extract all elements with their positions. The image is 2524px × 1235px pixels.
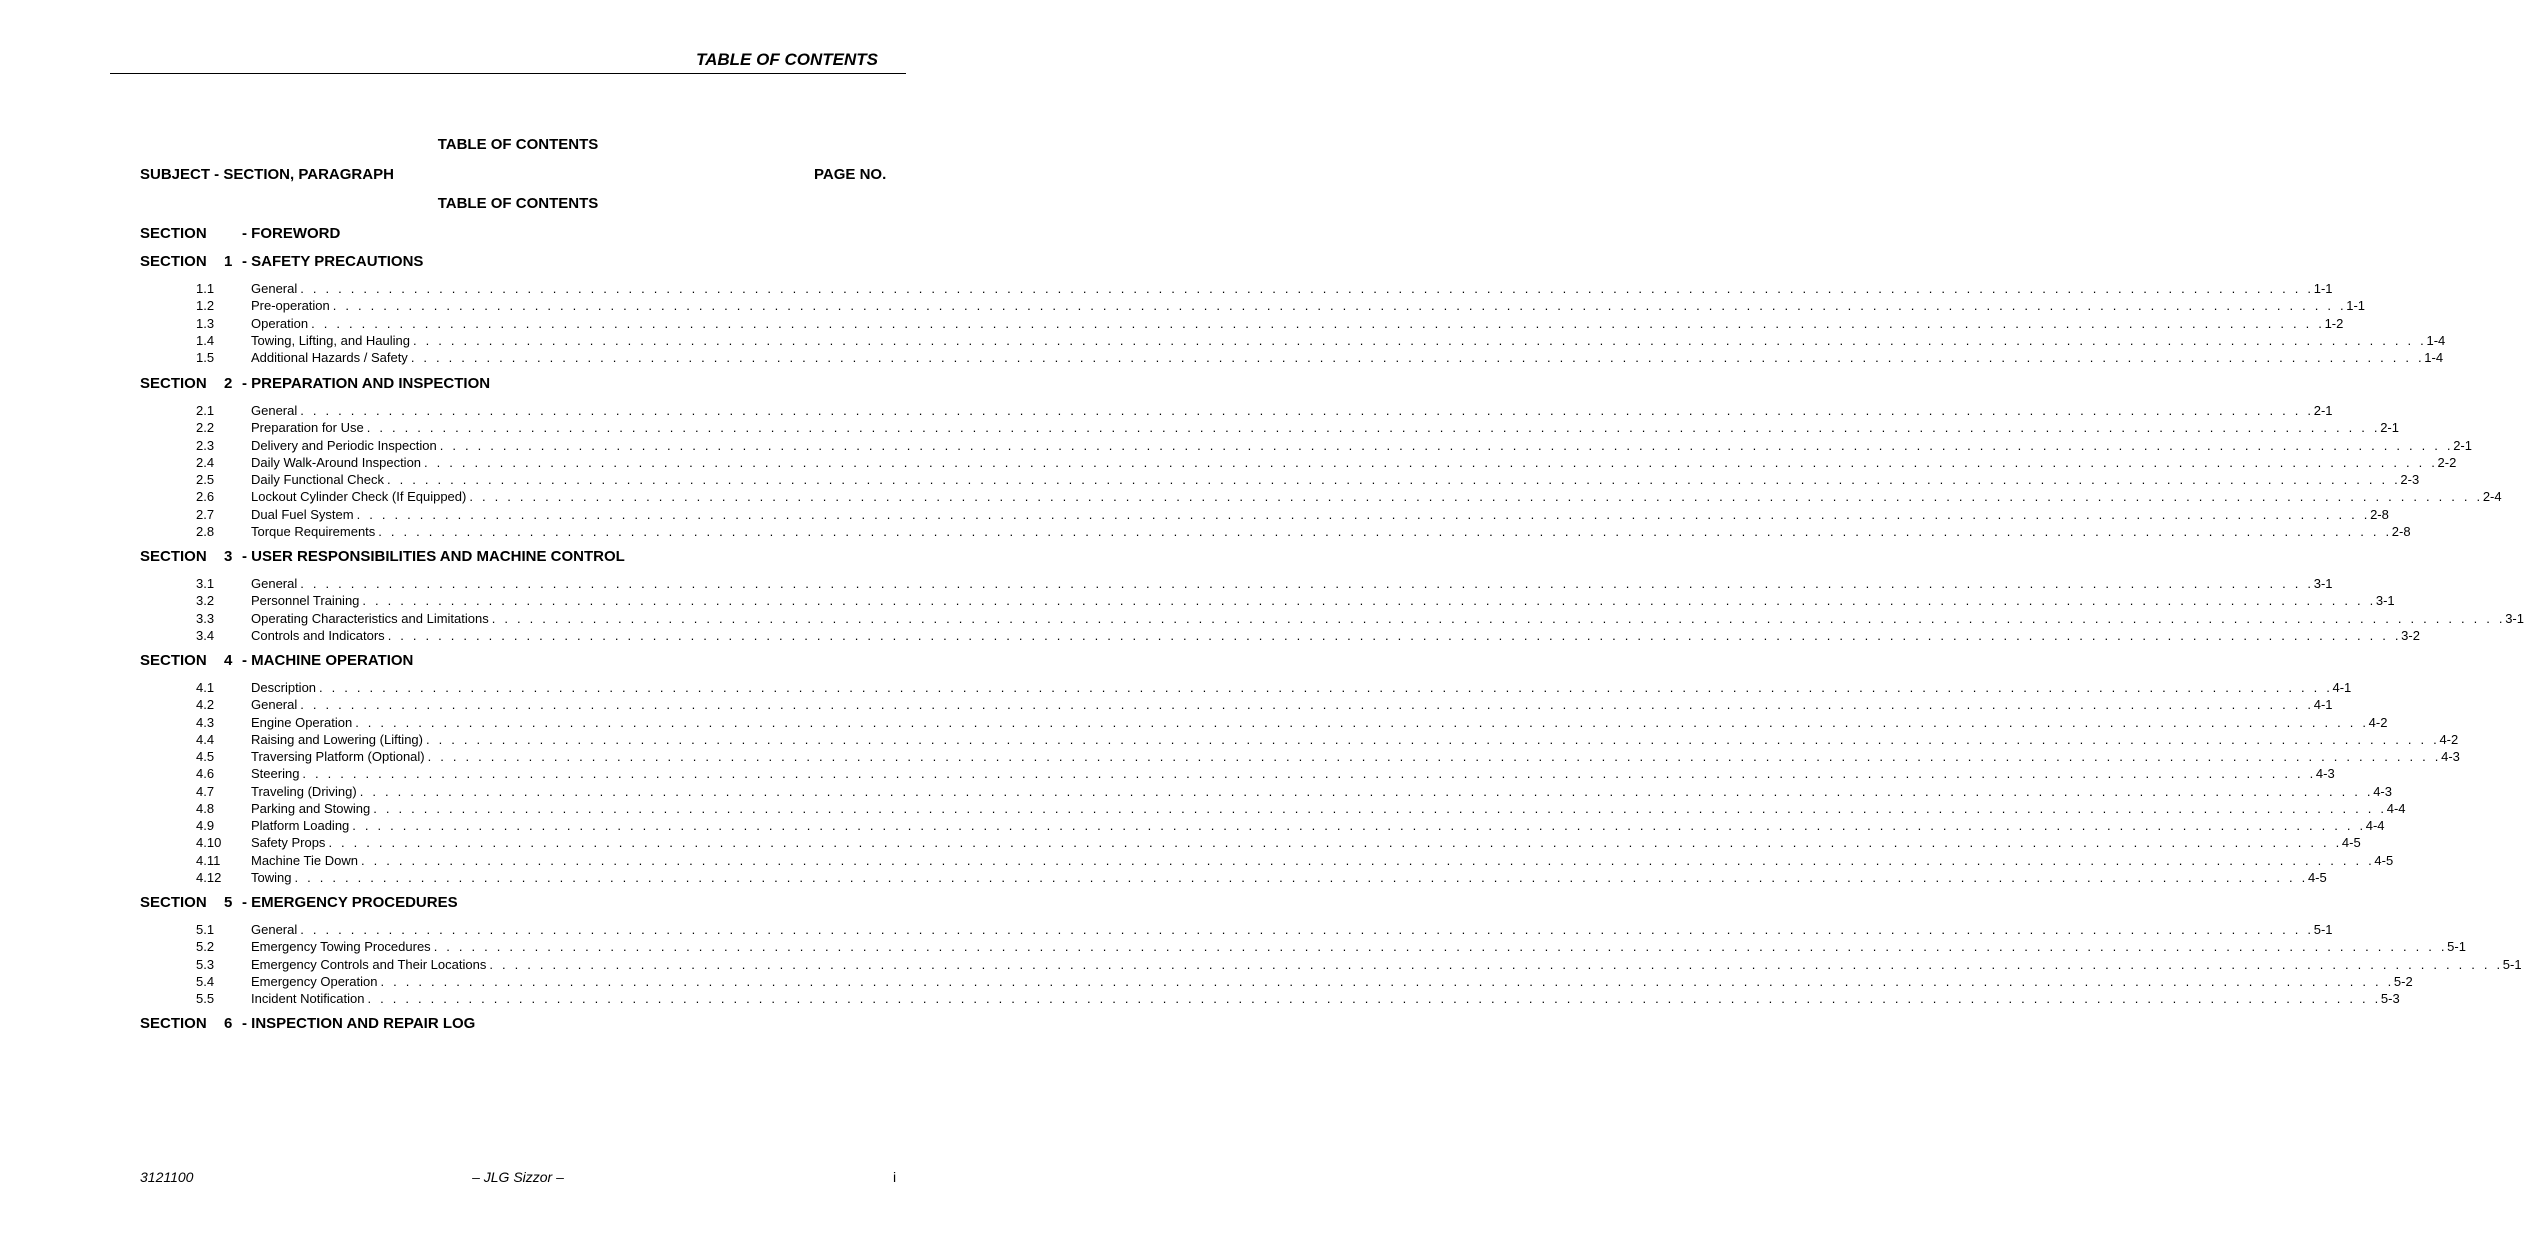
entry-number: 1.2 [196,298,215,314]
dot-leader: . . . . . . . . . . . . . . . . . . . . . . . . . . . . . . . . . . . . . . . . . . . . . . . . . . . . . . . . . . . . . . . . . . . . . . . . . . . . . . . . . . . . . . . . . . . . . . . . . . . . . . . . . . . . . . . . . . . . . . . . . . . . . . . . . . . . . . . . . . . . . . . . . . . . . . . . . . . . . . . . [491,610,2506,626]
dot-leader: . . . . . . . . . . . . . . . . . . . . . . . . . . . . . . . . . . . . . . . . . . . . . . . . . . . . . . . . . . . . . . . . . . . . . . . . . . . . . . . . . . . . . . . . . . . . . . . . . . . . . . . . . . . . . . . . . . . . . . . . . . . . . . . . . . . . . . . . . . . . . . . . . . . . . . . . . . . . . . . . [359,783,2374,799]
entry-page: 2-1 [2453,437,2472,453]
section-number: 4 [224,652,233,669]
dot-leader: . . . . . . . . . . . . . . . . . . . . . . . . . . . . . . . . . . . . . . . . . . . . . . . . . . . . . . . . . . . . . . . . . . . . . . . . . . . . . . . . . . . . . . . . . . . . . . . . . . . . . . . . . . . . . . . . . . . . . . . . . . . . . . . . . . . . . . . . . . . . . . . . . . . . . . . . . . . . . . . . [328,835,2342,851]
entry-title: Raising and Lowering (Lifting) [251,731,423,747]
entry-page: 4-2 [2368,714,2388,730]
toc-entry[interactable] [196,921,2333,938]
toc-entry[interactable] [196,471,2420,488]
entry-title: Pre-operation [251,298,330,314]
dot-leader: . . . . . . . . . . . . . . . . . . . . . . . . . . . . . . . . . . . . . . . . . . . . . . . . . . . . . . . . . . . . . . . . . . . . . . . . . . . . . . . . . . . . . . . . . . . . . . . . . . . . . . . . . . . . . . . . . . . . . . . . . . . . . . . . . . . . . . . . . . . . . . . . . . . . . . . . . . . . . . . . [352,818,2366,833]
entry-number: 4.4 [196,731,215,747]
entry-page: 4-3 [2441,749,2460,764]
toc-entry[interactable] [196,437,2472,454]
dot-leader: . . . . . . . . . . . . . . . . . . . . . . . . . . . . . . . . . . . . . . . . . . . . . . . . . . . . . . . . . . . . . . . . . . . . . . . . . . . . . . . . . . . . . . . . . . . . . . . . . . . . . . . . . . . . . . . . . . . . . . . . . . . . . . . . . . . . . . . . . . . . . . . . . . . . . . . . . . . . . . . . [300,281,2314,296]
entry-title: General [251,697,298,713]
toc-entry[interactable] [196,714,2388,731]
entry-number: 4.10 [196,835,222,851]
toc-entry[interactable] [196,748,2460,765]
section-title: - SAFETY PRECAUTIONS [242,253,424,270]
entry-page: 4-4 [2386,800,2406,816]
entry-page: 1-1 [2346,298,2366,314]
entry-page: 4-5 [2307,869,2327,885]
dot-leader: . . . . . . . . . . . . . . . . . . . . . . . . . . . . . . . . . . . . . . . . . . . . . . . . . . . . . . . . . . . . . . . . . . . . . . . . . . . . . . . . . . . . . . . . . . . . . . . . . . . . . . . . . . . . . . . . . . . . . . . . . . . . . . . . . . . . . . . . . . . . . . . . . . . . . . . . . . . . . . . . [424,454,2438,470]
entry-page: 4-3 [2315,766,2335,782]
entry-number: 2.8 [196,523,215,539]
entry-page: 1-1 [2313,281,2333,296]
entry-title: Description [251,680,317,695]
section-number: 2 [224,375,233,392]
entry-number: 2.2 [196,420,215,436]
entry-number: 4.12 [196,869,222,885]
dot-leader: . . . . . . . . . . . . . . . . . . . . . . . . . . . . . . . . . . . . . . . . . . . . . . . . . . . . . . . . . . . . . . . . . . . . . . . . . . . . . . . . . . . . . . . . . . . . . . . . . . . . . . . . . . . . . . . . . . . . . . . . . . . . . . . . . . . . . . . . . . . . . . . . . . . . . . . . . . . . . . . . [387,627,2402,643]
entry-number: 2.6 [196,489,215,505]
entry-title: Controls and Indicators [251,627,385,643]
section-heading [140,894,458,911]
toc-entry[interactable] [196,938,2466,955]
section-keyword: SECTION [140,375,207,392]
entry-number: 4.5 [196,749,215,764]
subject-column-header: SUBJECT - SECTION, PARAGRAPH [140,166,394,183]
entry-title: Personnel Training [251,593,360,609]
dot-leader: . . . . . . . . . . . . . . . . . . . . . . . . . . . . . . . . . . . . . . . . . . . . . . . . . . . . . . . . . . . . . . . . . . . . . . . . . . . . . . . . . . . . . . . . . . . . . . . . . . . . . . . . . . . . . . . . . . . . . . . . . . . . . . . . . . . . . . . . . . . . . . . . . . . . . . . . . . . . . . . . [433,939,2448,955]
dot-leader: . . . . . . . . . . . . . . . . . . . . . . . . . . . . . . . . . . . . . . . . . . . . . . . . . . . . . . . . . . . . . . . . . . . . . . . . . . . . . . . . . . . . . . . . . . . . . . . . . . . . . . . . . . . . . . . . . . . . . . . . . . . . . . . . . . . . . . . . . . . . . . . . . . . . . . . . . . . . . . . . [319,680,2333,695]
section-heading [140,548,625,565]
section-heading [140,375,490,392]
entry-title: Additional Hazards / Safety [251,350,408,365]
dot-leader: . . . . . . . . . . . . . . . . . . . . . . . . . . . . . . . . . . . . . . . . . . . . . . . . . . . . . . . . . . . . . . . . . . . . . . . . . . . . . . . . . . . . . . . . . . . . . . . . . . . . . . . . . . . . . . . . . . . . . . . . . . . . . . . . . . . . . . . . . . . . . . . . . . . . . . . . . . . . . . . . [425,731,2440,747]
entry-number: 1.5 [196,350,215,365]
entry-page: 4-1 [2313,697,2333,713]
entry-number: 5.4 [196,973,215,989]
toc-entry[interactable] [196,349,2444,366]
entry-title: Traveling (Driving) [251,783,357,799]
entry-title: Emergency Towing Procedures [251,939,431,955]
entry-number: 4.1 [196,680,215,695]
toc-entry[interactable] [196,419,2399,436]
entry-number: 5.2 [196,939,215,955]
entry-number: 3.2 [196,593,215,609]
dot-leader: . . . . . . . . . . . . . . . . . . . . . . . . . . . . . . . . . . . . . . . . . . . . . . . . . . . . . . . . . . . . . . . . . . . . . . . . . . . . . . . . . . . . . . . . . . . . . . . . . . . . . . . . . . . . . . . . . . . . . . . . . . . . . . . . . . . . . . . . . . . . . . . . . . . . . . . . . . . . . . . . [439,437,2454,453]
entry-number: 4.8 [196,800,215,816]
toc-entry[interactable] [196,610,2524,627]
entry-page: 4-4 [2365,818,2385,833]
entry-number: 2.7 [196,506,215,522]
section-keyword: SECTION [140,1015,207,1032]
footer-product-name: – JLG Sizzor – [472,1169,564,1185]
entry-title: Preparation for Use [251,420,364,436]
toc-entry[interactable] [196,956,2522,973]
toc-entry[interactable] [196,817,2385,834]
dot-leader: . . . . . . . . . . . . . . . . . . . . . . . . . . . . . . . . . . . . . . . . . . . . . . . . . . . . . . . . . . . . . . . . . . . . . . . . . . . . . . . . . . . . . . . . . . . . . . . . . . . . . . . . . . . . . . . . . . . . . . . . . . . . . . . . . . . . . . . . . . . . . . . . . . . . . . . . . . . . . . . . [367,991,2381,1006]
toc-entry[interactable] [196,869,2327,886]
entry-number: 5.5 [196,991,215,1006]
entry-page: 1-2 [2324,315,2344,331]
toc-entry[interactable] [196,488,2502,505]
entry-page: 2-1 [2313,403,2333,418]
entry-title: Delivery and Periodic Inspection [251,437,437,453]
section-title: - MACHINE OPERATION [242,652,414,669]
toc-entry[interactable] [196,990,2400,1007]
entry-number: 3.3 [196,610,215,626]
entry-number: 4.7 [196,783,215,799]
footer-doc-number: 3121100 [140,1169,194,1185]
toc-entry[interactable] [196,297,2366,314]
entry-number: 2.5 [196,472,215,487]
entry-page: 2-2 [2437,454,2457,470]
entry-title: Safety Props [251,835,326,851]
entry-page: 4-1 [2332,680,2352,695]
dot-leader: . . . . . . . . . . . . . . . . . . . . . . . . . . . . . . . . . . . . . . . . . . . . . . . . . . . . . . . . . . . . . . . . . . . . . . . . . . . . . . . . . . . . . . . . . . . . . . . . . . . . . . . . . . . . . . . . . . . . . . . . . . . . . . . . . . . . . . . . . . . . . . . . . . . . . . . . . . . . . . . . [469,489,2483,505]
entry-number: 5.1 [196,922,215,937]
toc-entry[interactable] [196,800,2406,817]
entry-page: 4-2 [2439,731,2459,747]
entry-title: Parking and Stowing [251,800,371,816]
toc-entry[interactable] [196,575,2333,592]
dot-leader: . . . . . . . . . . . . . . . . . . . . . . . . . . . . . . . . . . . . . . . . . . . . . . . . . . . . . . . . . . . . . . . . . . . . . . . . . . . . . . . . . . . . . . . . . . . . . . . . . . . . . . . . . . . . . . . . . . . . . . . . . . . . . . . . . . . . . . . . . . . . . . . . . . . . . . . . . . . . . . . . [300,403,2314,418]
entry-page: 2-3 [2400,472,2420,487]
entry-page: 5-1 [2502,956,2522,972]
section-title: - FOREWORD [242,225,341,242]
entry-title: Traversing Platform (Optional) [251,749,425,764]
toc-entry[interactable] [196,402,2333,419]
section-title: - USER RESPONSIBILITIES AND MACHINE CONTROL [242,548,625,565]
entry-page: 4-3 [2373,783,2392,799]
dot-leader: . . . . . . . . . . . . . . . . . . . . . . . . . . . . . . . . . . . . . . . . . . . . . . . . . . . . . . . . . . . . . . . . . . . . . . . . . . . . . . . . . . . . . . . . . . . . . . . . . . . . . . . . . . . . . . . . . . . . . . . . . . . . . . . . . . . . . . . . . . . . . . . . . . . . . . . . . . . . . . . . [302,766,2316,782]
toc-entry[interactable] [196,731,2459,748]
entry-page: 5-3 [2380,991,2400,1006]
page-column-header: PAGE NO. [814,166,887,183]
section-title: - EMERGENCY PROCEDURES [242,894,458,911]
toc-entry[interactable] [196,454,2457,471]
dot-leader: . . . . . . . . . . . . . . . . . . . . . . . . . . . . . . . . . . . . . . . . . . . . . . . . . . . . . . . . . . . . . . . . . . . . . . . . . . . . . . . . . . . . . . . . . . . . . . . . . . . . . . . . . . . . . . . . . . . . . . . . . . . . . . . . . . . . . . . . . . . . . . . . . . . . . . . . . . . . . . . . [410,350,2425,365]
section-number: 1 [224,253,233,270]
dot-leader: . . . . . . . . . . . . . . . . . . . . . . . . . . . . . . . . . . . . . . . . . . . . . . . . . . . . . . . . . . . . . . . . . . . . . . . . . . . . . . . . . . . . . . . . . . . . . . . . . . . . . . . . . . . . . . . . . . . . . . . . . . . . . . . . . . . . . . . . . . . . . . . . . . . . . . . . . . . . . . . . [413,332,2427,348]
dot-leader: . . . . . . . . . . . . . . . . . . . . . . . . . . . . . . . . . . . . . . . . . . . . . . . . . . . . . . . . . . . . . . . . . . . . . . . . . . . . . . . . . . . . . . . . . . . . . . . . . . . . . . . . . . . . . . . . . . . . . . . . . . . . . . . . . . . . . . . . . . . . . . . . . . . . . . . . . . . . . . . . [311,315,2325,331]
dot-leader: . . . . . . . . . . . . . . . . . . . . . . . . . . . . . . . . . . . . . . . . . . . . . . . . . . . . . . . . . . . . . . . . . . . . . . . . . . . . . . . . . . . . . . . . . . . . . . . . . . . . . . . . . . . . . . . . . . . . . . . . . . . . . . . . . . . . . . . . . . . . . . . . . . . . . . . . . . . . . . . . [489,956,2503,972]
toc-heading: TABLE OF CONTENTS [437,136,599,153]
section-keyword: SECTION [140,253,207,270]
entry-title: Dual Fuel System [251,506,354,522]
entry-title: General [251,281,298,296]
dot-leader: . . . . . . . . . . . . . . . . . . . . . . . . . . . . . . . . . . . . . . . . . . . . . . . . . . . . . . . . . . . . . . . . . . . . . . . . . . . . . . . . . . . . . . . . . . . . . . . . . . . . . . . . . . . . . . . . . . . . . . . . . . . . . . . . . . . . . . . . . . . . . . . . . . . . . . . . . . . . . . . . [300,697,2314,713]
section-number: 3 [224,548,233,565]
toc-entry[interactable] [196,973,2413,990]
dot-leader: . . . . . . . . . . . . . . . . . . . . . . . . . . . . . . . . . . . . . . . . . . . . . . . . . . . . . . . . . . . . . . . . . . . . . . . . . . . . . . . . . . . . . . . . . . . . . . . . . . . . . . . . . . . . . . . . . . . . . . . . . . . . . . . . . . . . . . . . . . . . . . . . . . . . . . . . . . . . . . . . [355,714,2369,730]
section-title: - INSPECTION AND REPAIR LOG [242,1015,476,1032]
toc-entry[interactable] [196,315,2344,332]
header-rule [110,73,906,74]
dot-leader: . . . . . . . . . . . . . . . . . . . . . . . . . . . . . . . . . . . . . . . . . . . . . . . . . . . . . . . . . . . . . . . . . . . . . . . . . . . . . . . . . . . . . . . . . . . . . . . . . . . . . . . . . . . . . . . . . . . . . . . . . . . . . . . . . . . . . . . . . . . . . . . . . . . . . . . . . . . . . . . . [373,800,2387,816]
footer-page-number: i [893,1169,897,1185]
section-heading [140,652,413,669]
toc-entry[interactable] [196,506,2389,523]
entry-title: General [251,922,298,937]
entry-title: Incident Notification [251,991,365,1006]
dot-leader: . . . . . . . . . . . . . . . . . . . . . . . . . . . . . . . . . . . . . . . . . . . . . . . . . . . . . . . . . . . . . . . . . . . . . . . . . . . . . . . . . . . . . . . . . . . . . . . . . . . . . . . . . . . . . . . . . . . . . . . . . . . . . . . . . . . . . . . . . . . . . . . . . . . . . . . . . . . . . . . . [356,506,2371,522]
toc-entry[interactable] [196,765,2335,782]
toc-entry[interactable] [196,696,2333,713]
entry-title: Daily Walk-Around Inspection [251,454,422,470]
dot-leader: . . . . . . . . . . . . . . . . . . . . . . . . . . . . . . . . . . . . . . . . . . . . . . . . . . . . . . . . . . . . . . . . . . . . . . . . . . . . . . . . . . . . . . . . . . . . . . . . . . . . . . . . . . . . . . . . . . . . . . . . . . . . . . . . . . . . . . . . . . . . . . . . . . . . . . . . . . . . . . . . [362,593,2376,609]
entry-number: 4.2 [196,697,215,713]
entry-page: 5-2 [2393,973,2413,989]
dot-leader: . . . . . . . . . . . . . . . . . . . . . . . . . . . . . . . . . . . . . . . . . . . . . . . . . . . . . . . . . . . . . . . . . . . . . . . . . . . . . . . . . . . . . . . . . . . . . . . . . . . . . . . . . . . . . . . . . . . . . . . . . . . . . . . . . . . . . . . . . . . . . . . . . . . . . . . . . . . . . . . . [300,922,2314,937]
entry-number: 1.1 [196,281,215,296]
toc-entry[interactable] [196,852,2394,869]
entry-title: Steering [251,766,300,782]
entry-page: 3-1 [2313,576,2333,591]
entry-title: Emergency Controls and Their Locations [251,956,487,972]
section-number: 6 [224,1015,233,1032]
entry-title: Emergency Operation [251,973,378,989]
entry-title: Towing, Lifting, and Hauling [251,332,410,348]
section-keyword: SECTION [140,652,207,669]
dot-leader: . . . . . . . . . . . . . . . . . . . . . . . . . . . . . . . . . . . . . . . . . . . . . . . . . . . . . . . . . . . . . . . . . . . . . . . . . . . . . . . . . . . . . . . . . . . . . . . . . . . . . . . . . . . . . . . . . . . . . . . . . . . . . . . . . . . . . . . . . . . . . . . . . . . . . . . . . . . . . . . . [332,298,2347,314]
entry-page: 1-4 [2424,350,2444,365]
entry-title: General [251,403,298,418]
entry-number: 4.9 [196,818,215,833]
dot-leader: . . . . . . . . . . . . . . . . . . . . . . . . . . . . . . . . . . . . . . . . . . . . . . . . . . . . . . . . . . . . . . . . . . . . . . . . . . . . . . . . . . . . . . . . . . . . . . . . . . . . . . . . . . . . . . . . . . . . . . . . . . . . . . . . . . . . . . . . . . . . . . . . . . . . . . . . . . . . . . . . [386,472,2401,487]
entry-title: Lockout Cylinder Check (If Equipped) [251,489,467,505]
section-keyword: SECTION [140,548,207,565]
section-keyword: SECTION [140,894,207,911]
entry-number: 2.3 [196,437,215,453]
entry-number: 1.3 [196,315,215,331]
entry-title: General [251,576,298,591]
dot-leader: . . . . . . . . . . . . . . . . . . . . . . . . . . . . . . . . . . . . . . . . . . . . . . . . . . . . . . . . . . . . . . . . . . . . . . . . . . . . . . . . . . . . . . . . . . . . . . . . . . . . . . . . . . . . . . . . . . . . . . . . . . . . . . . . . . . . . . . . . . . . . . . . . . . . . . . . . . . . . . . . [380,973,2394,989]
running-header-title: TABLE OF CONTENTS [696,50,878,69]
entry-title: Engine Operation [251,714,353,730]
entry-title: Operating Characteristics and Limitations [251,610,489,626]
section-heading [140,1015,475,1032]
section-number: 5 [224,894,233,911]
entry-number: 4.3 [196,714,215,730]
toc-entry[interactable] [196,332,2446,349]
entry-page: 3-2 [2401,627,2420,643]
entry-number: 4.11 [196,852,221,868]
section-heading [140,253,423,270]
entry-title: Operation [251,315,309,331]
entry-page: 4-5 [2374,852,2394,868]
dot-leader: . . . . . . . . . . . . . . . . . . . . . . . . . . . . . . . . . . . . . . . . . . . . . . . . . . . . . . . . . . . . . . . . . . . . . . . . . . . . . . . . . . . . . . . . . . . . . . . . . . . . . . . . . . . . . . . . . . . . . . . . . . . . . . . . . . . . . . . . . . . . . . . . . . . . . . . . . . . . . . . . [378,523,2392,539]
dot-leader: . . . . . . . . . . . . . . . . . . . . . . . . . . . . . . . . . . . . . . . . . . . . . . . . . . . . . . . . . . . . . . . . . . . . . . . . . . . . . . . . . . . . . . . . . . . . . . . . . . . . . . . . . . . . . . . . . . . . . . . . . . . . . . . . . . . . . . . . . . . . . . . . . . . . . . . . . . . . . . . . [294,869,2308,885]
entry-page: 3-1 [2505,610,2524,626]
entry-number: 3.1 [196,576,215,591]
entry-number: 2.4 [196,454,215,470]
dot-leader: . . . . . . . . . . . . . . . . . . . . . . . . . . . . . . . . . . . . . . . . . . . . . . . . . . . . . . . . . . . . . . . . . . . . . . . . . . . . . . . . . . . . . . . . . . . . . . . . . . . . . . . . . . . . . . . . . . . . . . . . . . . . . . . . . . . . . . . . . . . . . . . . . . . . . . . . . . . . . . . . [366,420,2381,436]
entry-title: Platform Loading [251,818,350,833]
entry-page: 5-1 [2313,922,2333,937]
entry-number: 1.4 [196,332,215,348]
entry-number: 3.4 [196,627,215,643]
toc-entry[interactable] [196,679,2352,696]
section-title: - PREPARATION AND INSPECTION [242,375,491,392]
toc-entry[interactable] [196,592,2395,609]
entry-page: 2-4 [2482,489,2502,505]
toc-entry[interactable] [196,523,2411,540]
toc-entry[interactable] [196,627,2420,644]
section-heading [140,225,340,242]
entry-page: 5-1 [2447,939,2466,955]
entry-title: Machine Tie Down [251,852,358,868]
dot-leader: . . . . . . . . . . . . . . . . . . . . . . . . . . . . . . . . . . . . . . . . . . . . . . . . . . . . . . . . . . . . . . . . . . . . . . . . . . . . . . . . . . . . . . . . . . . . . . . . . . . . . . . . . . . . . . . . . . . . . . . . . . . . . . . . . . . . . . . . . . . . . . . . . . . . . . . . . . . . . . . . [427,749,2442,764]
entry-title: Daily Functional Check [251,472,384,487]
toc-subheading: TABLE OF CONTENTS [437,195,599,212]
toc-entry[interactable] [196,783,2392,800]
entry-page: 2-8 [2370,506,2389,522]
toc-entry[interactable] [196,834,2361,851]
toc-entry[interactable] [196,280,2333,297]
entry-page: 4-5 [2341,835,2361,851]
section-keyword: SECTION [140,225,207,242]
entry-page: 1-4 [2426,332,2446,348]
entry-page: 2-8 [2391,523,2411,539]
entry-number: 4.6 [196,766,215,782]
entry-page: 2-1 [2380,420,2399,436]
dot-leader: . . . . . . . . . . . . . . . . . . . . . . . . . . . . . . . . . . . . . . . . . . . . . . . . . . . . . . . . . . . . . . . . . . . . . . . . . . . . . . . . . . . . . . . . . . . . . . . . . . . . . . . . . . . . . . . . . . . . . . . . . . . . . . . . . . . . . . . . . . . . . . . . . . . . . . . . . . . . . . . . [300,576,2314,591]
dot-leader: . . . . . . . . . . . . . . . . . . . . . . . . . . . . . . . . . . . . . . . . . . . . . . . . . . . . . . . . . . . . . . . . . . . . . . . . . . . . . . . . . . . . . . . . . . . . . . . . . . . . . . . . . . . . . . . . . . . . . . . . . . . . . . . . . . . . . . . . . . . . . . . . . . . . . . . . . . . . . . . . [360,852,2375,868]
entry-page: 3-1 [2375,593,2395,609]
entry-number: 5.3 [196,956,215,972]
entry-number: 2.1 [196,403,215,418]
entry-title: Torque Requirements [251,523,376,539]
entry-title: Towing [251,869,292,885]
